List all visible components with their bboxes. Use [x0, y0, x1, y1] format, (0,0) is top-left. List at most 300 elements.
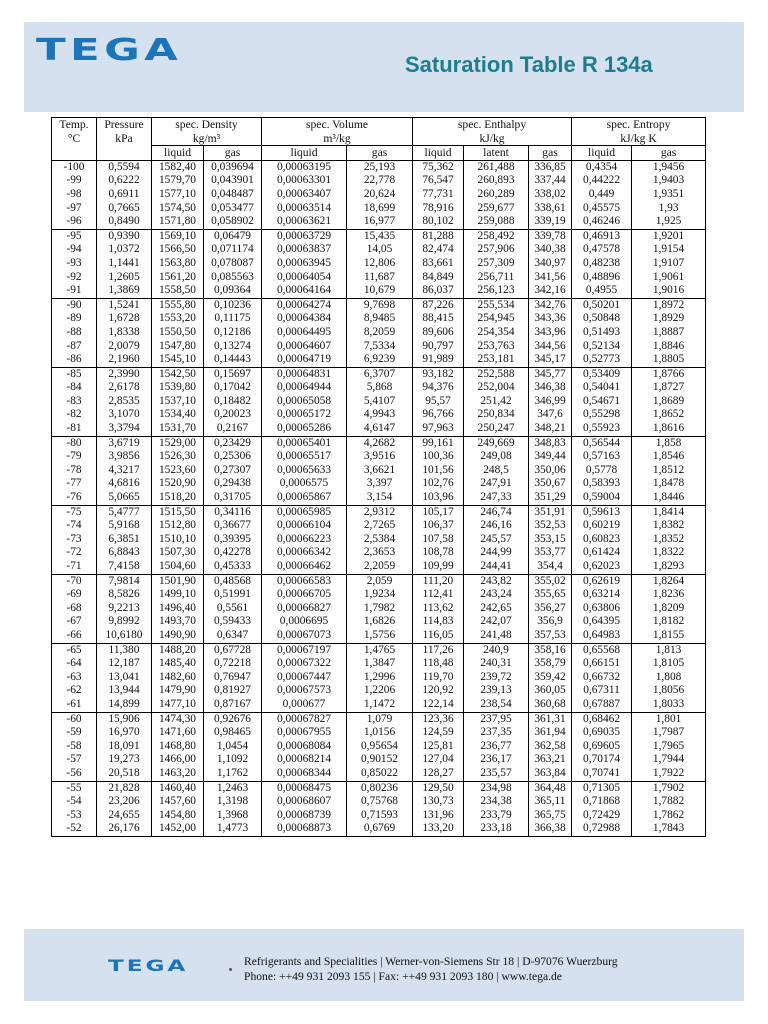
cell-entropy-gas: 1,8155 [652, 628, 685, 641]
cell-entropy-gas: 1,8512 [652, 463, 685, 476]
cell-enthalpy-liquid: 75,362 [413, 160, 464, 174]
table-body [52, 160, 706, 836]
subheader-enthalpy-latent: latent [464, 146, 529, 161]
cell-volume-liquid: 0,00066462 [262, 560, 347, 574]
cell-enthalpy-latent: 237,95 [464, 712, 529, 726]
cell-pressure: 11,380 [97, 643, 152, 657]
cell-density-gas: 0,053477 [204, 202, 262, 216]
cell-density-liquid: 1488,20 [152, 643, 204, 657]
cell-enthalpy-liquid: 111,20 [413, 574, 464, 588]
cell-pressure: 8,5826 [97, 588, 152, 602]
cell-volume-gas: 1,5756 [347, 629, 413, 643]
cell-pressure: 4,3217 [97, 464, 152, 478]
cell-entropy-gas: 1,8414 [632, 505, 706, 519]
cell-enthalpy-latent: 233,79 [464, 809, 529, 823]
cell-entropy-gas: 1,7902 [632, 781, 706, 795]
cell-enthalpy-liquid: 107,58 [413, 533, 464, 547]
cell-enthalpy-liquid: 114,83 [413, 615, 464, 629]
cell-volume-gas: 15,435 [347, 229, 413, 243]
cell-enthalpy-liquid: 89,606 [413, 326, 464, 340]
cell-enthalpy-latent: 238,54 [464, 698, 529, 712]
cell-enthalpy-gas: 364,48 [529, 781, 572, 795]
cell-enthalpy-liquid: 90,797 [413, 340, 464, 354]
cell-entropy-liquid: 0,62619 [572, 574, 632, 588]
cell-density-liquid: 1452,00 [152, 822, 204, 836]
cell-density-gas: 0,23429 [204, 436, 262, 450]
cell-enthalpy-gas: 338,02 [529, 188, 572, 202]
cell-volume-gas: 0,71593 [347, 809, 413, 823]
table-row [52, 188, 706, 202]
cell-volume-liquid: 0,00067197 [262, 643, 347, 657]
table-row [52, 353, 706, 367]
cell-volume-gas: 1,2996 [347, 671, 413, 685]
cell-entropy-liquid: 0,54671 [572, 395, 632, 409]
cell-entropy-liquid: 0,51493 [572, 326, 632, 340]
cell-density-liquid: 1531,70 [152, 422, 204, 436]
cell-volume-gas: 2,9312 [347, 505, 413, 519]
header-temp-blank [52, 146, 97, 161]
cell-enthalpy-liquid: 117,26 [413, 643, 464, 657]
cell-volume-liquid: 0,0006575 [262, 477, 347, 491]
cell-entropy-liquid: 0,66732 [572, 671, 632, 685]
cell-enthalpy-gas: 341,56 [529, 271, 572, 285]
cell-enthalpy-liquid: 80,102 [413, 215, 464, 229]
cell-entropy-liquid: 0,50848 [572, 312, 632, 326]
cell-entropy-gas: 1,8293 [652, 560, 685, 572]
cell-enthalpy-liquid: 101,56 [413, 464, 464, 478]
header-density-unit: kg/m³ [152, 132, 262, 146]
cell-volume-liquid: 0,00063514 [262, 202, 347, 216]
cell-density-gas: 0,48568 [204, 574, 262, 588]
cell-pressure: 19,273 [97, 753, 152, 767]
cell-enthalpy-latent: 259,088 [464, 215, 529, 229]
cell-enthalpy-gas: 343,36 [529, 312, 572, 326]
cell-entropy-gas: 1,8322 [652, 546, 685, 559]
cell-volume-liquid: 0,00064607 [262, 340, 347, 354]
cell-enthalpy-liquid: 91,989 [413, 353, 464, 367]
cell-volume-gas: 1,3847 [347, 657, 413, 671]
cell-volume-gas: 2,2059 [347, 560, 413, 574]
cell-volume-liquid: 0,00063945 [262, 257, 347, 271]
cell-enthalpy-gas: 359,42 [529, 671, 572, 685]
cell-entropy-liquid: 0,59613 [572, 505, 632, 519]
cell-enthalpy-liquid: 102,76 [413, 477, 464, 491]
cell-enthalpy-latent: 240,31 [464, 657, 529, 671]
cell-density-gas: 1,1762 [204, 767, 262, 781]
cell-density-gas: 0,12186 [204, 326, 262, 340]
cell-enthalpy-gas: 355,02 [529, 574, 572, 588]
cell-enthalpy-latent: 247,33 [464, 491, 529, 505]
cell-temp: -59 [52, 726, 97, 740]
cell-entropy-liquid: 0,60823 [572, 533, 632, 547]
cell-volume-gas: 25,193 [347, 160, 413, 174]
cell-pressure: 13,041 [97, 671, 152, 685]
cell-entropy-gas: 1,8972 [632, 298, 706, 312]
cell-enthalpy-latent: 242,07 [464, 615, 529, 629]
table-row [52, 464, 706, 478]
cell-enthalpy-gas: 353,77 [529, 546, 572, 560]
cell-density-gas: 0,20023 [204, 408, 262, 422]
cell-entropy-gas: 1,7965 [652, 739, 685, 752]
cell-density-gas: 0,6347 [204, 629, 262, 643]
cell-enthalpy-liquid: 96,766 [413, 408, 464, 422]
cell-density-gas: 0,51991 [204, 588, 262, 602]
cell-enthalpy-latent: 242,65 [464, 602, 529, 616]
cell-entropy-gas: 1,9016 [652, 284, 685, 297]
table-row [52, 712, 706, 726]
cell-temp: -62 [52, 684, 97, 698]
cell-pressure: 1,8338 [97, 326, 152, 340]
cell-temp: -75 [52, 505, 97, 519]
cell-enthalpy-latent: 254,945 [464, 312, 529, 326]
cell-density-liquid: 1579,70 [152, 174, 204, 188]
cell-pressure: 2,8535 [97, 395, 152, 409]
cell-volume-gas: 0,90152 [347, 753, 413, 767]
cell-volume-gas: 6,3707 [347, 367, 413, 381]
cell-density-liquid: 1571,80 [152, 215, 204, 229]
cell-volume-gas: 16,977 [347, 215, 413, 229]
cell-entropy-gas: 1,8264 [632, 574, 706, 588]
cell-density-gas: 0,42278 [204, 546, 262, 560]
subheader-enthalpy-gas: gas [529, 146, 572, 161]
cell-entropy-gas: 1,9154 [652, 243, 685, 256]
cell-enthalpy-latent: 244,99 [464, 546, 529, 560]
cell-enthalpy-liquid: 87,226 [413, 298, 464, 312]
table-row [52, 602, 706, 616]
cell-entropy-gas: 1,8652 [652, 408, 685, 421]
cell-pressure: 1,0372 [97, 243, 152, 257]
cell-volume-gas: 2,7265 [347, 519, 413, 533]
cell-entropy-gas: 1,7987 [652, 726, 685, 739]
cell-enthalpy-liquid: 112,41 [413, 588, 464, 602]
cell-enthalpy-gas: 365,75 [529, 809, 572, 823]
cell-density-liquid: 1523,60 [152, 464, 204, 478]
cell-entropy-gas: 1,8689 [652, 394, 685, 407]
cell-volume-gas: 3,6621 [347, 464, 413, 478]
cell-volume-liquid: 0,00064944 [262, 381, 347, 395]
cell-temp: -61 [52, 698, 97, 712]
cell-entropy-liquid: 0,449 [572, 188, 632, 202]
cell-enthalpy-latent: 249,08 [464, 450, 529, 464]
cell-temp: -87 [52, 340, 97, 354]
cell-volume-liquid: 0,00066705 [262, 588, 347, 602]
table-row [52, 284, 706, 298]
table-row [52, 809, 706, 823]
cell-volume-gas: 0,95654 [347, 740, 413, 754]
cell-volume-liquid: 0,00068739 [262, 809, 347, 823]
cell-entropy-gas: 1,7882 [652, 795, 685, 808]
cell-volume-gas: 1,7982 [347, 602, 413, 616]
cell-entropy-gas: 1,925 [655, 215, 682, 228]
cell-temp: -98 [52, 188, 97, 202]
cell-volume-gas: 18,699 [347, 202, 413, 216]
cell-pressure: 0,8490 [97, 215, 152, 229]
cell-enthalpy-gas: 347,6 [529, 408, 572, 422]
cell-volume-gas: 3,154 [347, 491, 413, 505]
table-row [52, 767, 706, 781]
cell-entropy-liquid: 0,58393 [572, 477, 632, 491]
cell-temp: -83 [52, 395, 97, 409]
cell-temp: -74 [52, 519, 97, 533]
table-row [52, 684, 706, 698]
cell-enthalpy-latent: 253,763 [464, 340, 529, 354]
cell-volume-liquid: 0,00068607 [262, 795, 347, 809]
table-row [52, 202, 706, 216]
cell-density-gas: 0,81927 [204, 684, 262, 698]
cell-enthalpy-gas: 339,19 [529, 215, 572, 229]
cell-temp: -97 [52, 202, 97, 216]
table-row [52, 491, 706, 505]
cell-pressure: 21,828 [97, 781, 152, 795]
cell-pressure: 7,4158 [97, 560, 152, 574]
table-row [52, 781, 706, 795]
cell-volume-liquid: 0,00065286 [262, 422, 347, 436]
cell-density-gas: 0,10236 [204, 298, 262, 312]
cell-density-liquid: 1582,40 [152, 160, 204, 174]
cell-volume-liquid: 0,00067827 [262, 712, 347, 726]
cell-enthalpy-latent: 243,24 [464, 588, 529, 602]
cell-volume-gas: 12,806 [347, 257, 413, 271]
cell-pressure: 24,655 [97, 809, 152, 823]
cell-enthalpy-gas: 352,53 [529, 519, 572, 533]
cell-volume-liquid: 0,00067447 [262, 671, 347, 685]
cell-entropy-liquid: 0,63214 [572, 588, 632, 602]
cell-temp: -88 [52, 326, 97, 340]
cell-enthalpy-liquid: 106,37 [413, 519, 464, 533]
cell-pressure: 1,5241 [97, 298, 152, 312]
cell-enthalpy-latent: 233,18 [464, 822, 529, 836]
cell-enthalpy-latent: 237,35 [464, 726, 529, 740]
header-temp: Temp. [52, 118, 97, 132]
cell-volume-gas: 1,9234 [347, 588, 413, 602]
cell-enthalpy-gas: 358,79 [529, 657, 572, 671]
cell-enthalpy-liquid: 124,59 [413, 726, 464, 740]
cell-entropy-gas: 1,8236 [652, 588, 685, 601]
cell-volume-gas: 8,9485 [347, 312, 413, 326]
cell-entropy-gas: 1,9456 [632, 160, 706, 174]
cell-entropy-liquid: 0,61424 [572, 546, 632, 560]
cell-pressure: 1,1441 [97, 257, 152, 271]
cell-enthalpy-liquid: 81,288 [413, 229, 464, 243]
cell-enthalpy-gas: 363,84 [529, 767, 572, 781]
cell-entropy-liquid: 0,48896 [572, 271, 632, 285]
cell-enthalpy-latent: 250,247 [464, 422, 529, 436]
cell-volume-liquid: 0,00064164 [262, 284, 347, 298]
table-row [52, 408, 706, 422]
cell-enthalpy-latent: 244,41 [464, 560, 529, 574]
cell-volume-liquid: 0,00063407 [262, 188, 347, 202]
cell-entropy-gas: 1,8478 [652, 477, 685, 490]
header-enthalpy: spec. Enthalpy [413, 118, 572, 132]
cell-temp: -63 [52, 671, 97, 685]
header-volume-unit: m³/kg [262, 132, 413, 146]
cell-enthalpy-latent: 257,309 [464, 257, 529, 271]
cell-density-liquid: 1496,40 [152, 602, 204, 616]
cell-volume-liquid: 0,00063729 [262, 229, 347, 243]
cell-temp: -94 [52, 243, 97, 257]
cell-entropy-gas: 1,858 [632, 436, 706, 450]
cell-entropy-liquid: 0,50201 [572, 298, 632, 312]
cell-volume-liquid: 0,00063195 [262, 160, 347, 174]
cell-enthalpy-liquid: 119,70 [413, 671, 464, 685]
cell-density-liquid: 1504,60 [152, 560, 204, 574]
cell-enthalpy-gas: 361,94 [529, 726, 572, 740]
cell-enthalpy-latent: 236,17 [464, 753, 529, 767]
cell-pressure: 0,6222 [97, 174, 152, 188]
cell-density-liquid: 1577,10 [152, 188, 204, 202]
cell-temp: -95 [52, 229, 97, 243]
cell-temp: -86 [52, 353, 97, 367]
cell-temp: -55 [52, 781, 97, 795]
table-row [52, 615, 706, 629]
cell-density-gas: 1,3968 [204, 809, 262, 823]
cell-entropy-gas: 1,93 [658, 201, 679, 214]
cell-enthalpy-gas: 346,38 [529, 381, 572, 395]
cell-enthalpy-liquid: 83,661 [413, 257, 464, 271]
cell-entropy-gas: 1,801 [632, 712, 706, 726]
cell-temp: -71 [52, 560, 97, 574]
subheader-entropy-gas: gas [660, 146, 677, 160]
cell-enthalpy-gas: 350,67 [529, 477, 572, 491]
cell-enthalpy-liquid: 109,99 [413, 560, 464, 574]
cell-enthalpy-liquid: 116,05 [413, 629, 464, 643]
cell-density-gas: 0,31705 [204, 491, 262, 505]
cell-enthalpy-gas: 339,78 [529, 229, 572, 243]
cell-enthalpy-gas: 366,38 [529, 822, 572, 836]
cell-density-liquid: 1526,30 [152, 450, 204, 464]
cell-entropy-liquid: 0,52773 [572, 353, 632, 367]
cell-volume-gas: 4,9943 [347, 408, 413, 422]
cell-volume-gas: 1,079 [347, 712, 413, 726]
cell-temp: -96 [52, 215, 97, 229]
cell-entropy-gas: 1,9201 [632, 229, 706, 243]
table-row [52, 753, 706, 767]
cell-volume-gas: 1,0156 [347, 726, 413, 740]
cell-temp: -81 [52, 422, 97, 436]
cell-density-gas: 0,29438 [204, 477, 262, 491]
cell-entropy-gas: 1,8546 [652, 450, 685, 463]
cell-pressure: 1,3869 [97, 284, 152, 298]
cell-enthalpy-liquid: 129,50 [413, 781, 464, 795]
cell-enthalpy-liquid: 130,73 [413, 795, 464, 809]
table-row [52, 657, 706, 671]
cell-enthalpy-latent: 246,16 [464, 519, 529, 533]
table-row [52, 671, 706, 685]
cell-enthalpy-latent: 235,57 [464, 767, 529, 781]
cell-density-gas: 0,15697 [204, 367, 262, 381]
cell-entropy-gas: 1,8352 [652, 532, 685, 545]
cell-volume-liquid: 0,00064384 [262, 312, 347, 326]
cell-enthalpy-latent: 252,588 [464, 367, 529, 381]
cell-density-liquid: 1490,90 [152, 629, 204, 643]
cell-enthalpy-gas: 346,99 [529, 395, 572, 409]
cell-enthalpy-gas: 355,65 [529, 588, 572, 602]
header-entropy: spec. Entropy [606, 118, 671, 131]
cell-volume-liquid: 0,00063621 [262, 215, 347, 229]
cell-volume-liquid: 0,00064495 [262, 326, 347, 340]
cell-density-gas: 1,0454 [204, 740, 262, 754]
cell-volume-liquid: 0,00066342 [262, 546, 347, 560]
cell-density-liquid: 1547,80 [152, 340, 204, 354]
cell-volume-gas: 7,5334 [347, 340, 413, 354]
table-row [52, 740, 706, 754]
cell-entropy-liquid: 0,71868 [572, 795, 632, 809]
cell-enthalpy-gas: 343,96 [529, 326, 572, 340]
cell-entropy-gas: 1,7922 [652, 766, 685, 779]
cell-volume-liquid: 0,00067322 [262, 657, 347, 671]
cell-entropy-liquid: 0,65568 [572, 643, 632, 657]
cell-enthalpy-gas: 365,11 [529, 795, 572, 809]
cell-pressure: 23,206 [97, 795, 152, 809]
table-row [52, 271, 706, 285]
header-temp-unit: °C [52, 132, 97, 146]
cell-volume-gas: 8,2059 [347, 326, 413, 340]
cell-density-liquid: 1534,40 [152, 408, 204, 422]
cell-entropy-liquid: 0,4955 [572, 284, 632, 298]
cell-temp: -69 [52, 588, 97, 602]
cell-pressure: 9,8992 [97, 615, 152, 629]
cell-enthalpy-gas: 342,16 [529, 284, 572, 298]
cell-enthalpy-latent: 256,711 [464, 271, 529, 285]
table-row [52, 243, 706, 257]
cell-density-gas: 0,34116 [204, 505, 262, 519]
cell-temp: -66 [52, 629, 97, 643]
subheader-density-gas: gas [204, 146, 262, 161]
cell-density-gas: 1,2463 [204, 781, 262, 795]
cell-enthalpy-gas: 344,56 [529, 340, 572, 354]
cell-enthalpy-gas: 349,44 [529, 450, 572, 464]
cell-density-gas: 0,76947 [204, 671, 262, 685]
cell-pressure: 2,0079 [97, 340, 152, 354]
table-row [52, 477, 706, 491]
table-row [52, 436, 706, 450]
cell-density-gas: 0,14443 [204, 353, 262, 367]
cell-temp: -72 [52, 546, 97, 560]
cell-temp: -77 [52, 477, 97, 491]
cell-volume-gas: 2,3653 [347, 546, 413, 560]
cell-volume-liquid: 0,00064054 [262, 271, 347, 285]
cell-density-liquid: 1563,80 [152, 257, 204, 271]
cell-enthalpy-liquid: 120,92 [413, 684, 464, 698]
cell-entropy-gas: 1,9107 [652, 256, 685, 269]
cell-pressure: 3,3794 [97, 422, 152, 436]
cell-density-liquid: 1537,10 [152, 395, 204, 409]
cell-temp: -65 [52, 643, 97, 657]
cell-enthalpy-gas: 360,68 [529, 698, 572, 712]
cell-enthalpy-liquid: 84,849 [413, 271, 464, 285]
cell-volume-liquid: 0,00068214 [262, 753, 347, 767]
cell-volume-gas: 9,7698 [347, 298, 413, 312]
cell-enthalpy-latent: 234,38 [464, 795, 529, 809]
cell-pressure: 26,176 [97, 822, 152, 836]
cell-entropy-gas: 1,813 [632, 643, 706, 657]
cell-temp: -76 [52, 491, 97, 505]
cell-entropy-liquid: 0,53409 [572, 367, 632, 381]
cell-volume-gas: 14,05 [347, 243, 413, 257]
cell-temp: -84 [52, 381, 97, 395]
cell-density-gas: 1,1092 [204, 753, 262, 767]
cell-enthalpy-latent: 239,13 [464, 684, 529, 698]
cell-volume-gas: 0,85022 [347, 767, 413, 781]
cell-entropy-gas: 1,7843 [652, 822, 685, 835]
cell-enthalpy-liquid: 105,17 [413, 505, 464, 519]
cell-enthalpy-latent: 251,42 [464, 395, 529, 409]
cell-enthalpy-latent: 257,906 [464, 243, 529, 257]
cell-volume-liquid: 0,00068084 [262, 740, 347, 754]
cell-temp: -54 [52, 795, 97, 809]
cell-density-liquid: 1510,10 [152, 533, 204, 547]
cell-enthalpy-latent: 260,289 [464, 188, 529, 202]
